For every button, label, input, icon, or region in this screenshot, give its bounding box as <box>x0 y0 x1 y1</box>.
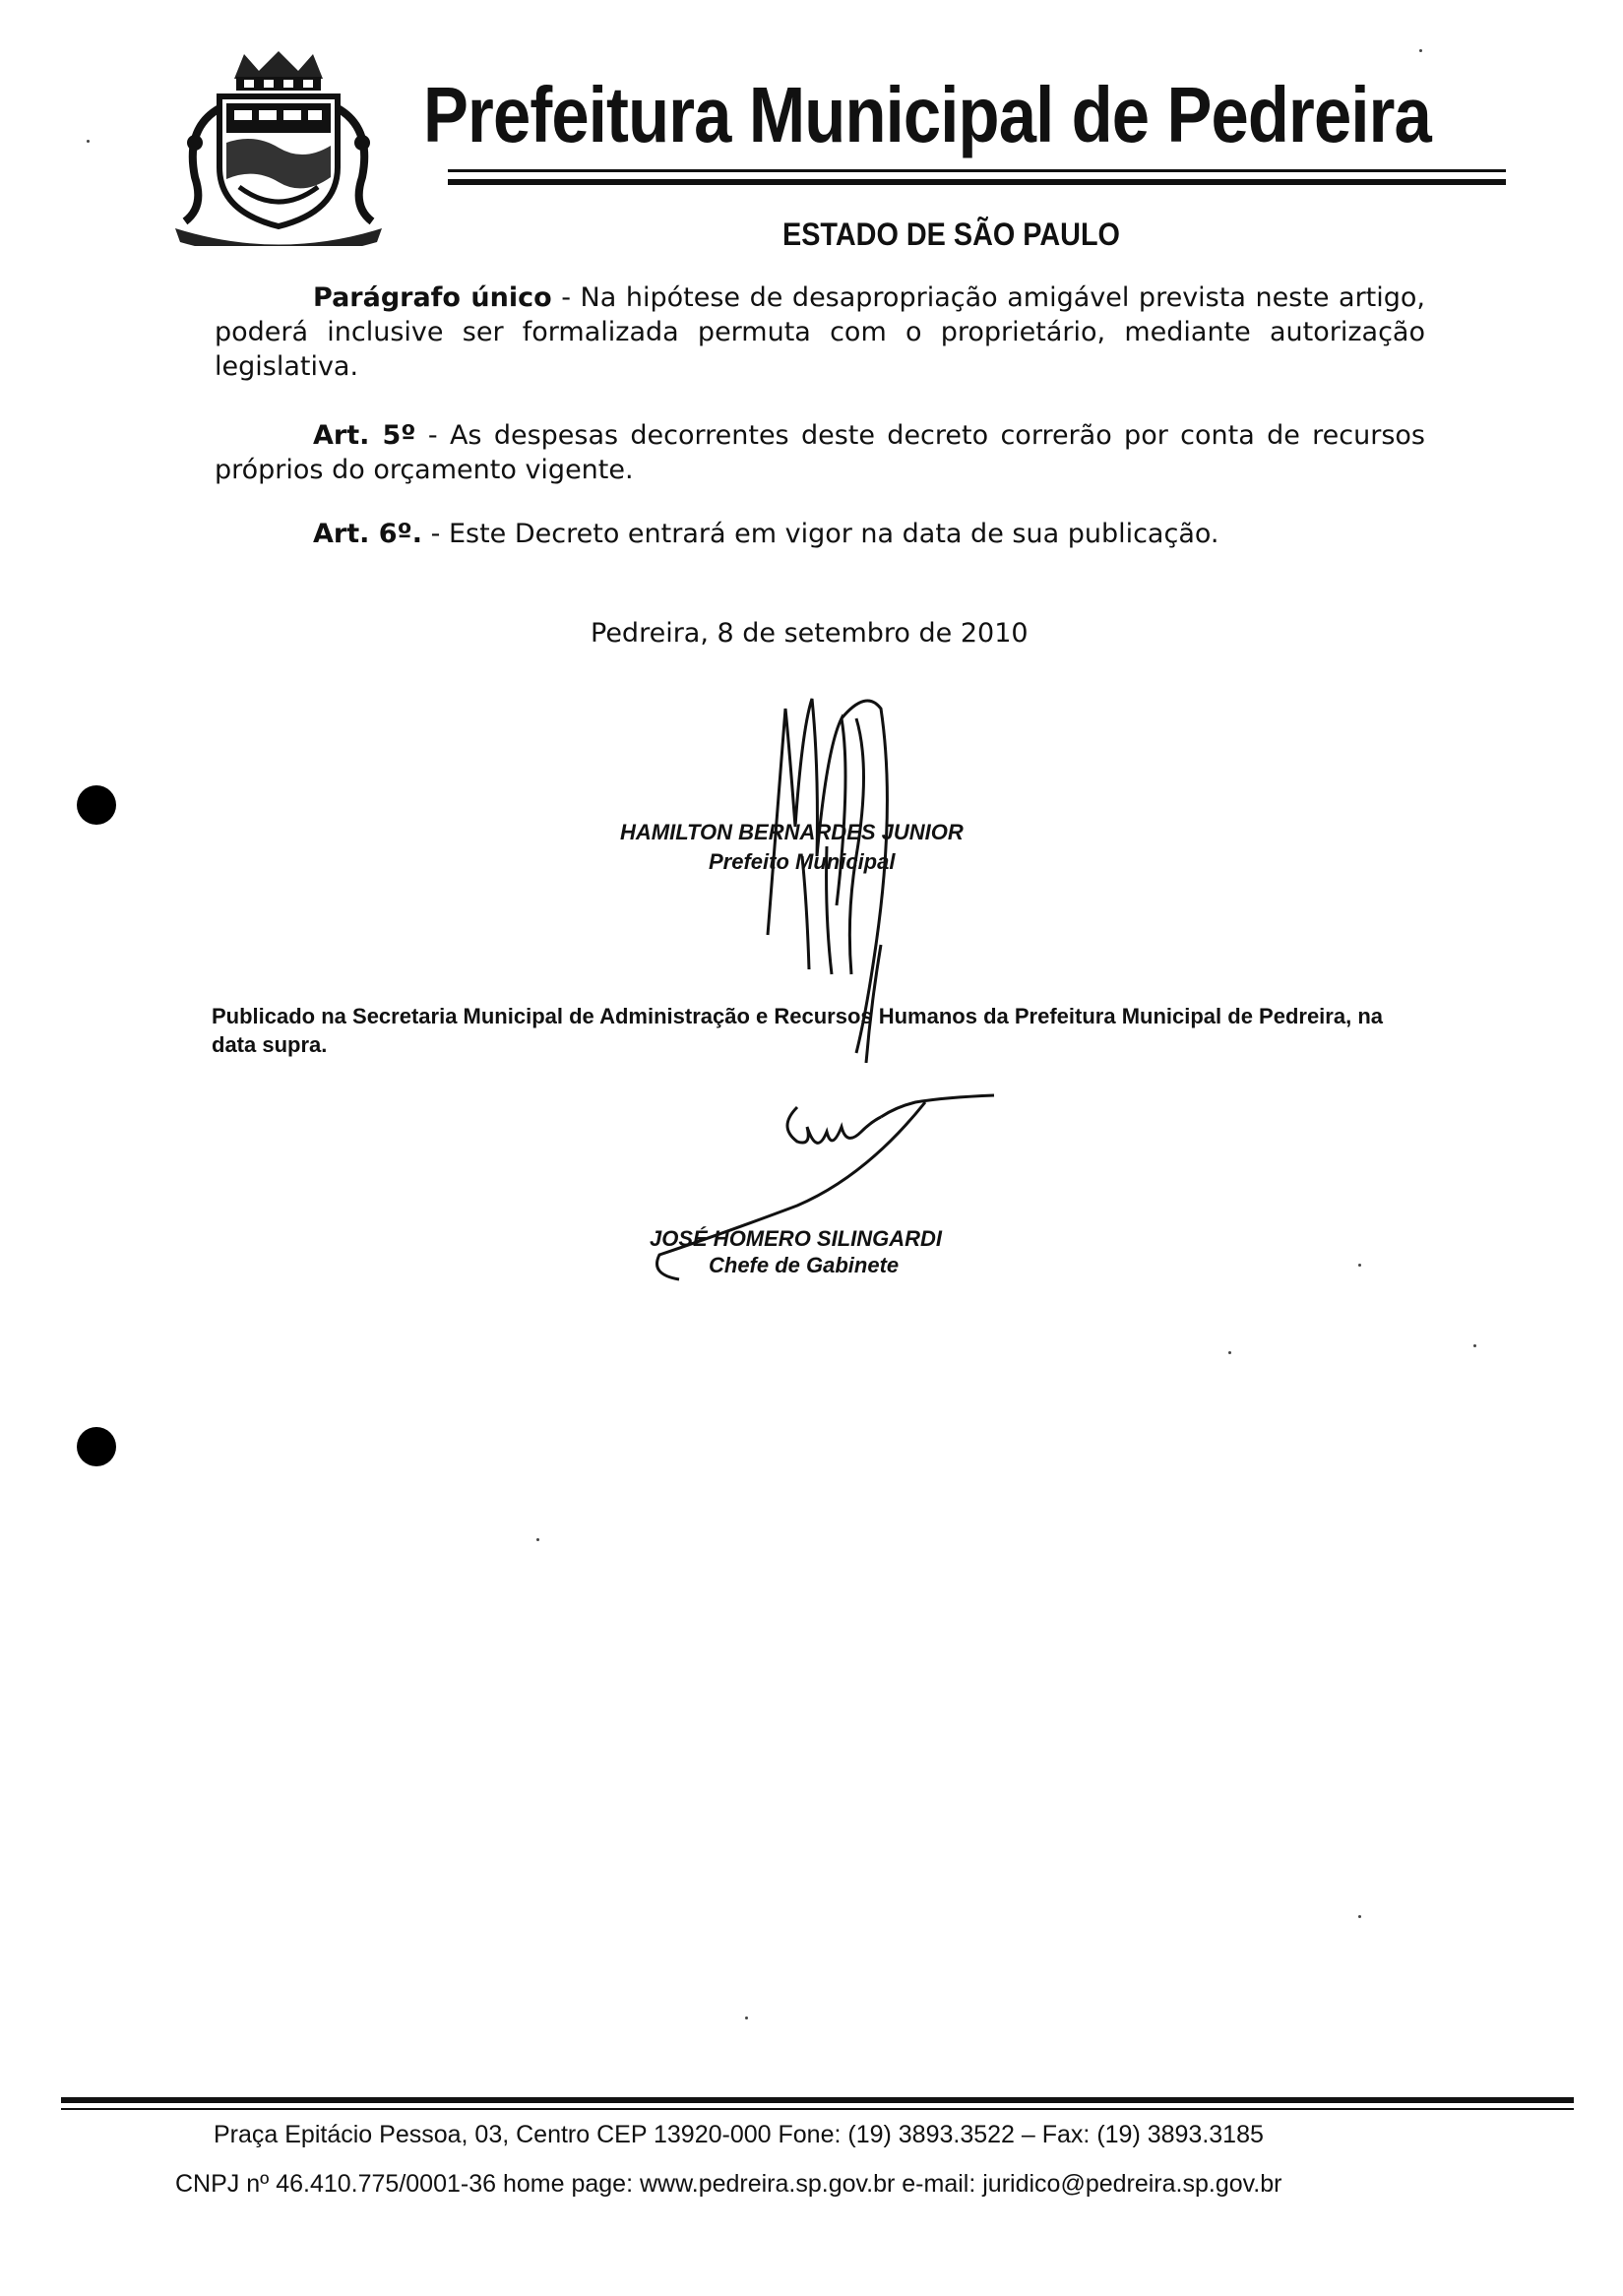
speck <box>1358 1264 1361 1267</box>
speck <box>1473 1344 1476 1347</box>
publication-note: Publicado na Secretaria Municipal de Administração e Recursos Humanos da Prefeitura Municipal de Pedreira, na data supra. <box>212 1004 1383 1057</box>
footer-divider <box>61 2108 1574 2110</box>
chief-name: JOSÉ HOMERO SILINGARDI <box>650 1226 943 1251</box>
footer-contacts: CNPJ nº 46.410.775/0001-36 home page: www.pedreira.sp.gov.br e-mail: juridico@pedreira.sp.gov.br <box>175 2170 1282 2198</box>
punch-hole <box>77 785 116 825</box>
page-title: Prefeitura Municipal de Pedreira <box>423 71 1431 158</box>
speck <box>1358 1915 1361 1918</box>
speck <box>1419 49 1422 52</box>
municipal-crest-icon <box>165 49 392 246</box>
speck <box>1228 1351 1231 1354</box>
speck <box>87 140 90 143</box>
article-6 <box>215 517 1425 551</box>
paragraph-label: Parágrafo único <box>313 282 552 313</box>
article-label: Art. 6º. <box>313 519 423 549</box>
header-divider <box>448 169 1506 172</box>
speck <box>536 1538 539 1541</box>
paragraph-unico <box>215 280 1425 384</box>
footer-divider-thick <box>61 2097 1574 2103</box>
speck <box>745 2017 748 2019</box>
footer-address: Praça Epitácio Pessoa, 03, Centro CEP 13920-000 Fone: (19) 3893.3522 – Fax: (19) 3893.3185 <box>214 2121 1264 2148</box>
article-5 <box>215 418 1425 487</box>
mayor-name: HAMILTON BERNARDES JUNIOR <box>620 820 964 844</box>
punch-hole <box>77 1427 116 1466</box>
paragraph-text: - Na hipótese de desapropriação amigável prevista neste artigo, poderá inclusive ser formalizada permuta com o proprietário, mediante autorização legislativa. <box>215 282 1425 382</box>
article-text: - Este Decreto entrará em vigor na data de sua publicação. <box>422 519 1219 549</box>
article-label: Art. 5º <box>313 420 416 451</box>
mayor-role: Prefeito Municipal <box>709 849 896 874</box>
date-line: Pedreira, 8 de setembro de 2010 <box>591 618 1029 649</box>
header-divider-thick <box>448 179 1506 185</box>
state-subtitle: ESTADO DE SÃO PAULO <box>782 217 1120 252</box>
article-text: - As despesas decorrentes deste decreto correrão por conta de recursos próprios do orçamento vigente. <box>215 420 1425 485</box>
chief-role: Chefe de Gabinete <box>709 1253 900 1277</box>
